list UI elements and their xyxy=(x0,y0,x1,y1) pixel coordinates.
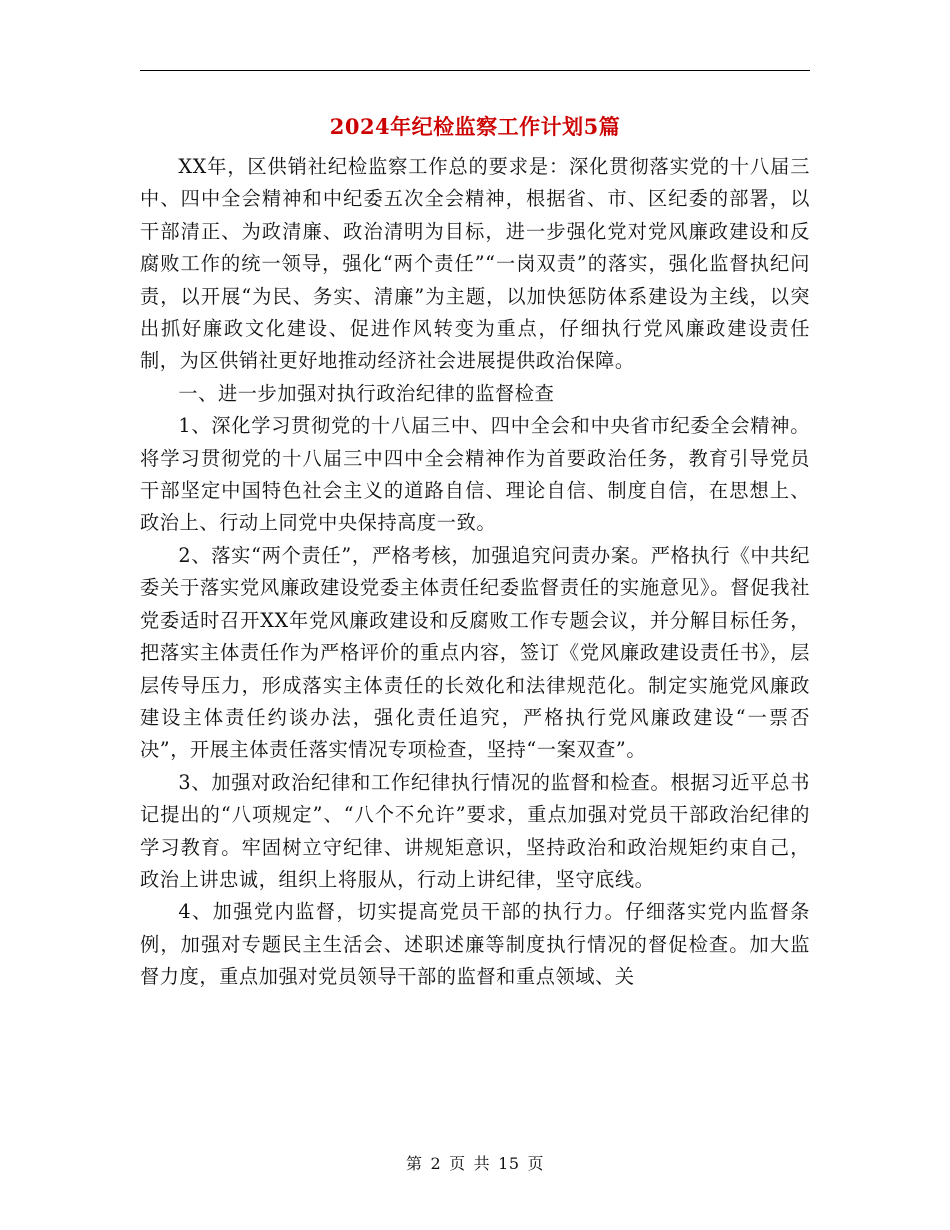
document-title: 2024年纪检监察工作计划5篇 xyxy=(329,114,621,139)
footer-page-number: 2 xyxy=(430,1154,442,1173)
footer-prefix: 第 xyxy=(405,1154,423,1173)
section-heading-1: 一、进一步加强对执行政治纪律的监督检查 xyxy=(178,381,555,405)
paragraph-item-3: 3、加强对政治纪律和工作纪律执行情况的监督和检查。根据习近平总书记提出的“八项规定”、“八个不允许”要求，重点加强对党员干部政治纪律的学习教育。牢固树立守纪律、讲规矩意识，坚持政治和政治规矩约束自己，政治上讲忠诚，组织上将服从，行动上讲纪律，坚守底线。 xyxy=(140,770,810,891)
paragraph-item-4: 4、加强党内监督，切实提高党员干部的执行力。仔细落实党内监督条例，加强对专题民主生活会、述职述廉等制度执行情况的督促检查。加大监督力度，重点加强对党员领导干部的监督和重点领域、关 xyxy=(140,900,810,989)
footer-total-word: 共 xyxy=(473,1154,491,1173)
footer-page-word: 页 xyxy=(449,1154,466,1173)
page-footer xyxy=(140,1153,810,1175)
paragraph-item-2: 2、落实“两个责任”，严格考核，加强追究问责办案。严格执行《中共纪委关于落实党风廉政建设党委主体责任纪委监督责任的实施意见》。督促我社党委适时召开XX年党风廉政建设和反腐败工作专题会议，并分解目标任务，把落实主体责任作为严格评价的重点内容，签订《党风廉政建设责任书》，层层传导压力，形成落实主体责任的长效化和法律规范化。制定实施党风廉政建设主体责任约谈办法，强化责任追究，严格执行党风廉政建设“一票否决”，开展主体责任落实情况专项检查，坚持“一案双查”。 xyxy=(140,543,810,762)
document-body xyxy=(140,151,810,994)
footer-suffix: 页 xyxy=(527,1154,545,1173)
header-rule xyxy=(140,70,810,71)
footer-total-pages: 15 xyxy=(498,1154,520,1173)
paragraph-intro: XX年，区供销社纪检监察工作总的要求是：深化贯彻落实党的十八届三中、四中全会精神和中纪委五次全会精神，根据省、市、区纪委的部署，以干部清正、为政清廉、政治清明为目标，进一步强化党对党风廉政建设和反腐败工作的统一领导，强化“两个责任”“一岗双责”的落实，强化监督执纪问责，以开展“为民、务实、清廉”为主题，以加快惩防体系建设为主线，以突出抓好廉政文化建设、促进作风转变为重点，仔细执行党风廉政建设责任制，为区供销社更好地推动经济社会进展提供政治保障。 xyxy=(140,155,810,373)
paragraph-item-1: 1、深化学习贯彻党的十八届三中、四中全会和中央省市纪委全会精神。将学习贯彻党的十八届三中四中全会精神作为首要政治任务，教育引导党员干部坚定中国特色社会主义的道路自信、理论自信、制度自信，在思想上、政治上、行动上同党中央保持高度一致。 xyxy=(140,414,810,535)
